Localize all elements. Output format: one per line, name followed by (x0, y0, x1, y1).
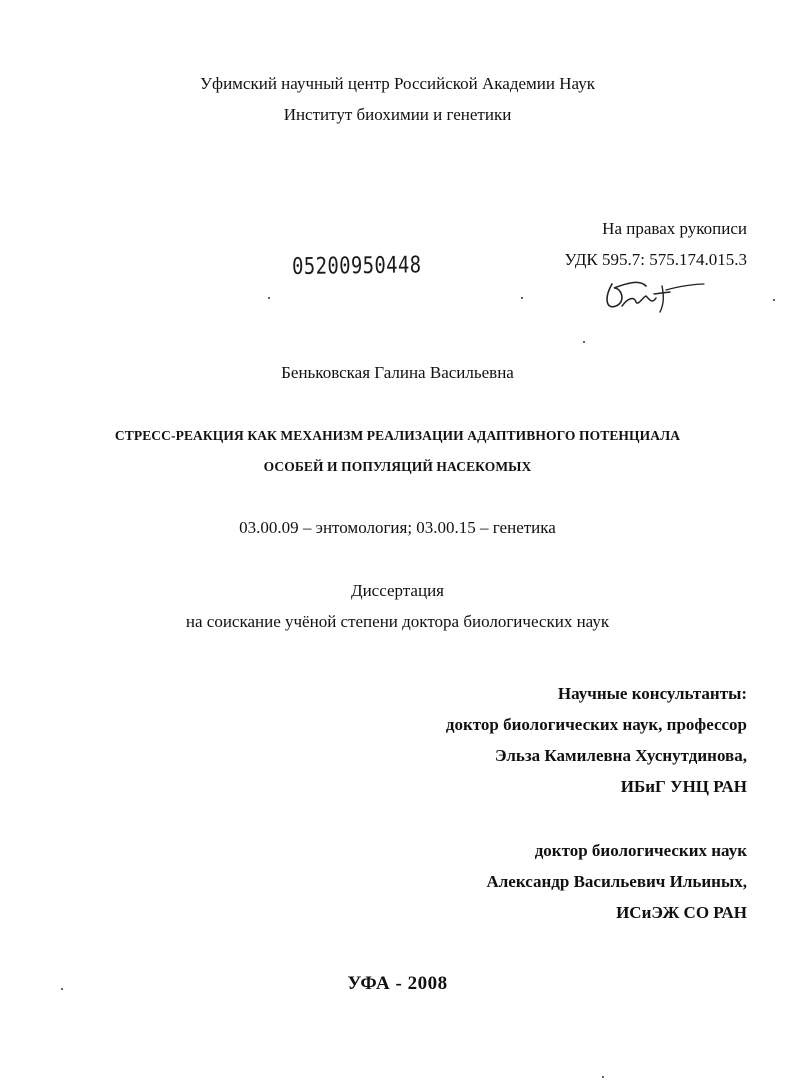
institute-name: Институт биохимии и генетики (283, 105, 512, 124)
udc-code: УДК 595.7: 575.174.015.3 (564, 250, 747, 269)
scan-speck (773, 299, 775, 301)
dissertation-title-line-1: СТРЕСС-РЕАКЦИЯ КАК МЕХАНИЗМ РЕАЛИЗАЦИИ АДАПТИВНОГО ПОТЕНЦИАЛА (114, 428, 681, 443)
scan-speck (268, 297, 270, 299)
document-type: Диссертация (350, 581, 444, 600)
consultant-2-affiliation: ИСиЭЖ СО РАН (616, 903, 747, 922)
dissertation-title-line-2: ОСОБЕЙ И ПОПУЛЯЦИЙ НАСЕКОМЫХ (263, 459, 532, 474)
archive-number-stamp: 05200950448 (292, 252, 422, 280)
specialty-codes: 03.00.09 – энтомология; 03.00.15 – генетика (239, 518, 556, 537)
consultant-2-name: Александр Васильевич Ильиных, (486, 872, 747, 891)
consultant-1-degree: доктор биологических наук, профессор (445, 715, 747, 734)
manuscript-rights-note: На правах рукописи (602, 219, 747, 238)
degree-purpose: на соискание учёной степени доктора биологических наук (185, 612, 610, 631)
signature-icon (600, 276, 710, 320)
scan-speck (583, 341, 585, 343)
scan-speck (61, 988, 63, 990)
consultant-1-name: Эльза Камилевна Хуснутдинова, (495, 746, 747, 765)
consultant-2-degree: доктор биологических наук (534, 841, 747, 860)
scan-speck (602, 1076, 604, 1078)
consultants-heading: Научные консультанты: (557, 684, 747, 703)
scan-speck (521, 297, 523, 299)
consultant-1-affiliation: ИБиГ УНЦ РАН (620, 777, 747, 796)
author-name: Беньковская Галина Васильевна (281, 363, 514, 382)
organization-name: Уфимский научный центр Российской Академии Наук (200, 74, 595, 93)
city-year: УФА - 2008 (347, 973, 448, 994)
